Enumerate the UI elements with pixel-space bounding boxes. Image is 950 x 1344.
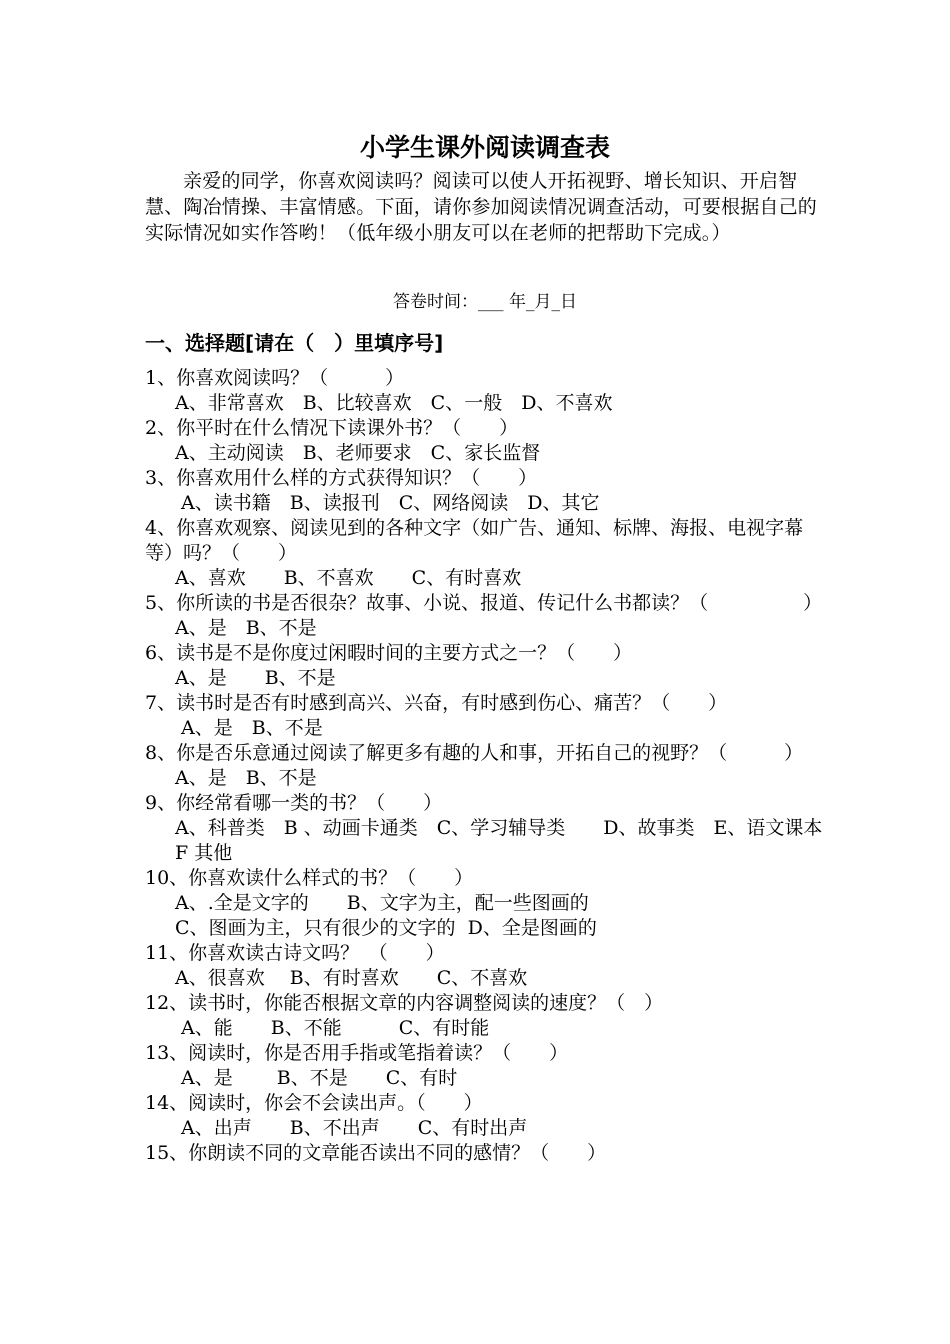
question-13-options-1: A、是 B、不是 C、有时 xyxy=(175,1067,458,1089)
question-6: 6、读书是不是你度过闲暇时间的主要方式之一？（ ） xyxy=(145,642,633,664)
question-11-options-1: A、很喜欢 B、有时喜欢 C、不喜欢 xyxy=(175,967,528,989)
question-14-options-1: A、出声 B、不出声 C、有时出声 xyxy=(175,1117,528,1139)
question-9-options-1: A、科普类 B 、动画卡通类 C、学习辅导类 D、故事类 E、语文课本 F 其他 xyxy=(175,817,823,864)
question-5-options-1: A、是 B、不是 xyxy=(175,617,317,639)
question-list xyxy=(145,366,825,1166)
question-3-options-1: A、读书籍 B、读报刊 C、网络阅读 D、其它 xyxy=(175,492,600,514)
question-12-options-1: A、能 B、不能 C、有时能 xyxy=(175,1017,490,1039)
question-15: 15、你朗读不同的文章能否读出不同的感情？（ ） xyxy=(145,1142,607,1164)
question-8-options-1: A、是 B、不是 xyxy=(175,767,317,789)
question-2-options-1: A、主动阅读 B、老师要求 C、家长监督 xyxy=(175,442,541,464)
question-13: 13、阅读时，你是否用手指或笔指着读？（ ） xyxy=(145,1042,569,1064)
question-12: 12、读书时，你能否根据文章的内容调整阅读的速度？（ ） xyxy=(145,992,664,1014)
question-10-options-2: C、图画为主，只有很少的文字的 D、全是图画的 xyxy=(175,917,597,939)
question-10-options-1: A、.全是文字的 B、文字为主，配一些图画的 xyxy=(175,892,589,914)
question-11: 11、你喜欢读古诗文吗？ （ ） xyxy=(145,942,445,964)
question-7: 7、读书时是否有时感到高兴、兴奋，有时感到伤心、痛苦？（ ） xyxy=(145,692,728,714)
question-2: 2、你平时在什么情况下读课外书？（ ） xyxy=(145,417,519,439)
question-7-options-1: A、是 B、不是 xyxy=(175,717,323,739)
question-5: 5、你所读的书是否很杂？故事、小说、报道、传记什么书都读？（ ） xyxy=(145,592,823,614)
question-4: 4、你喜欢观察、阅读见到的各种文字（如广告、通知、标牌、海报、电视字幕等）吗？（ ） xyxy=(145,517,804,564)
question-6-options-1: A、是 B、不是 xyxy=(175,667,336,689)
question-14: 14、阅读时，你会不会读出声。（ ） xyxy=(145,1092,483,1114)
section-title: 一、选择题[请在（ ）里填序号] xyxy=(145,331,444,355)
question-10: 10、你喜欢读什么样式的书？（ ） xyxy=(145,867,474,889)
page-title: 小学生课外阅读调查表 xyxy=(359,133,610,162)
survey-page xyxy=(145,128,825,1166)
intro-paragraph: 亲爱的同学，你喜欢阅读吗？阅读可以使人开拓视野、增长知识、开启智慧、陶冶情操、丰富情感。下面，请你参加阅读情况调查活动，可要根据自己的实际情况如实作答哟！（低年级小朋友可以在老师的把帮助下完成。） xyxy=(145,170,818,244)
question-9: 9、你经常看哪一类的书？（ ） xyxy=(145,792,443,814)
question-1-options-1: A、非常喜欢 B、比较喜欢 C、一般 D、不喜欢 xyxy=(175,392,613,414)
answer-time: 答卷时间：___ 年_月_日 xyxy=(393,292,577,312)
question-3: 3、你喜欢用什么样的方式获得知识？（ ） xyxy=(145,467,538,489)
question-8: 8、你是否乐意通过阅读了解更多有趣的人和事，开拓自己的视野？（ ） xyxy=(145,742,804,764)
question-1: 1、你喜欢阅读吗？（ ） xyxy=(145,367,405,389)
question-4-options-1: A、喜欢 B、不喜欢 C、有时喜欢 xyxy=(175,567,522,589)
